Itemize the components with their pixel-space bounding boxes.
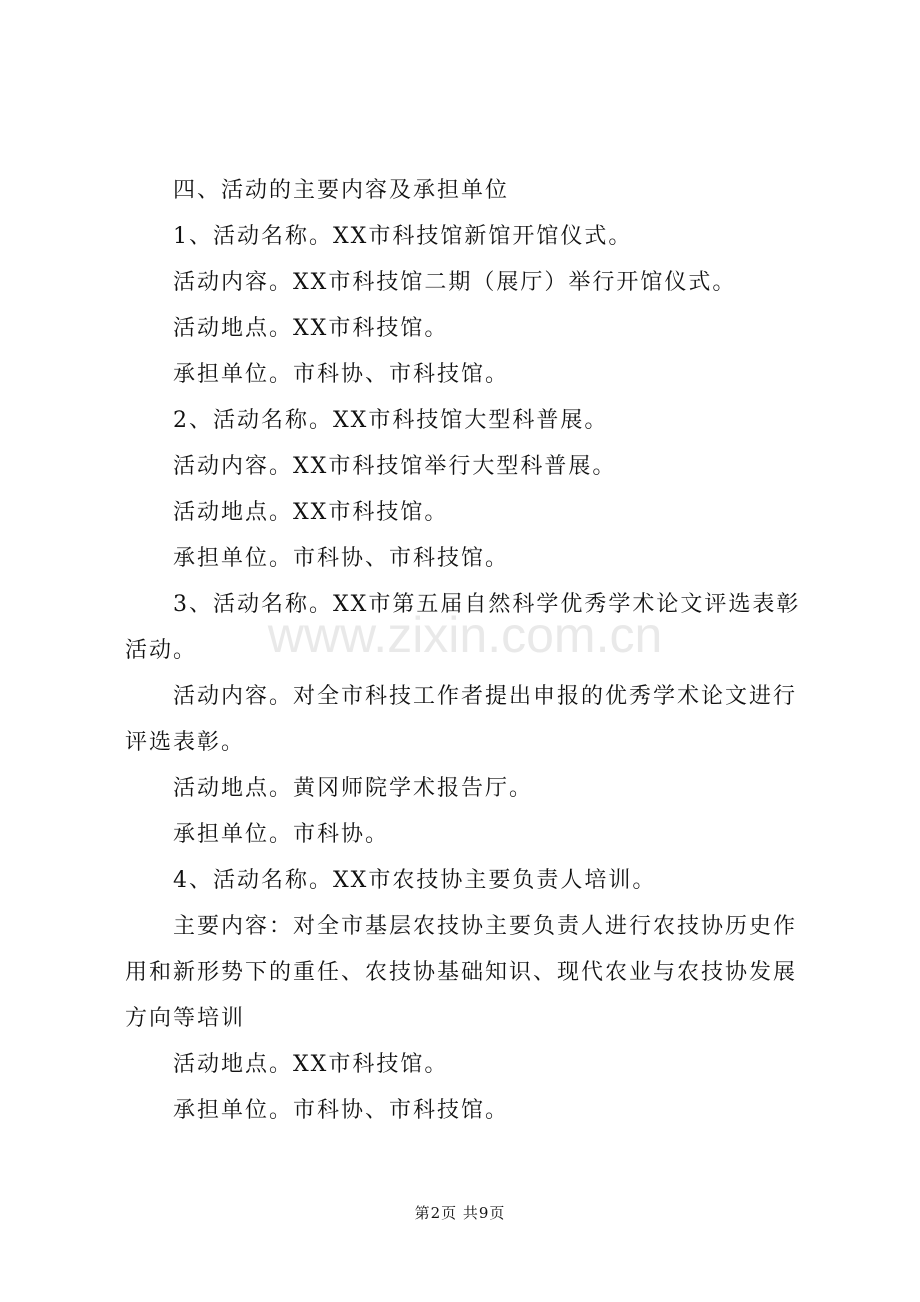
activity-4-organizer: 承担单位。市科协、市科技馆。 (173, 1098, 510, 1123)
activity-1-organizer: 承担单位。市科协、市科技馆。 (173, 362, 510, 387)
activity-2-location: 活动地点。XX市科技馆。 (173, 500, 449, 525)
activity-3-organizer: 承担单位。市科协。 (173, 822, 390, 847)
activity-1-name: 1、活动名称。XX市科技馆新馆开馆仪式。 (173, 224, 633, 249)
section-heading: 四、活动的主要内容及承担单位 (173, 178, 510, 203)
activity-2-content: 活动内容。XX市科技馆举行大型科普展。 (173, 454, 617, 479)
document-body (125, 168, 807, 1134)
activity-1-location: 活动地点。XX市科技馆。 (173, 316, 449, 341)
activity-4-location: 活动地点。XX市科技馆。 (173, 1052, 449, 1077)
activity-3-name: 3、活动名称。XX市第五届自然科学优秀学术论文评选表彰活动。 (125, 592, 801, 663)
page-number-footer: 第2页 共9页 (414, 1204, 506, 1222)
activity-4-content: 主要内容：对全市基层农技协主要负责人进行农技协历史作用和新形势下的重任、农技协基础知识、现代农业与农技协发展方向等培训 (125, 914, 798, 1031)
activity-3-content: 活动内容。对全市科技工作者提出申报的优秀学术论文进行评选表彰。 (125, 684, 798, 755)
activity-3-location: 活动地点。黄冈师院学术报告厅。 (173, 776, 534, 801)
watermark: www.zixin.com.cn (267, 607, 663, 663)
activity-2-name: 2、活动名称。XX市科技馆大型科普展。 (173, 408, 609, 433)
activity-1-content: 活动内容。XX市科技馆二期（展厅）举行开馆仪式。 (173, 270, 737, 295)
activity-2-organizer: 承担单位。市科协、市科技馆。 (173, 546, 510, 571)
activity-4-name: 4、活动名称。XX市农技协主要负责人培训。 (173, 868, 657, 893)
